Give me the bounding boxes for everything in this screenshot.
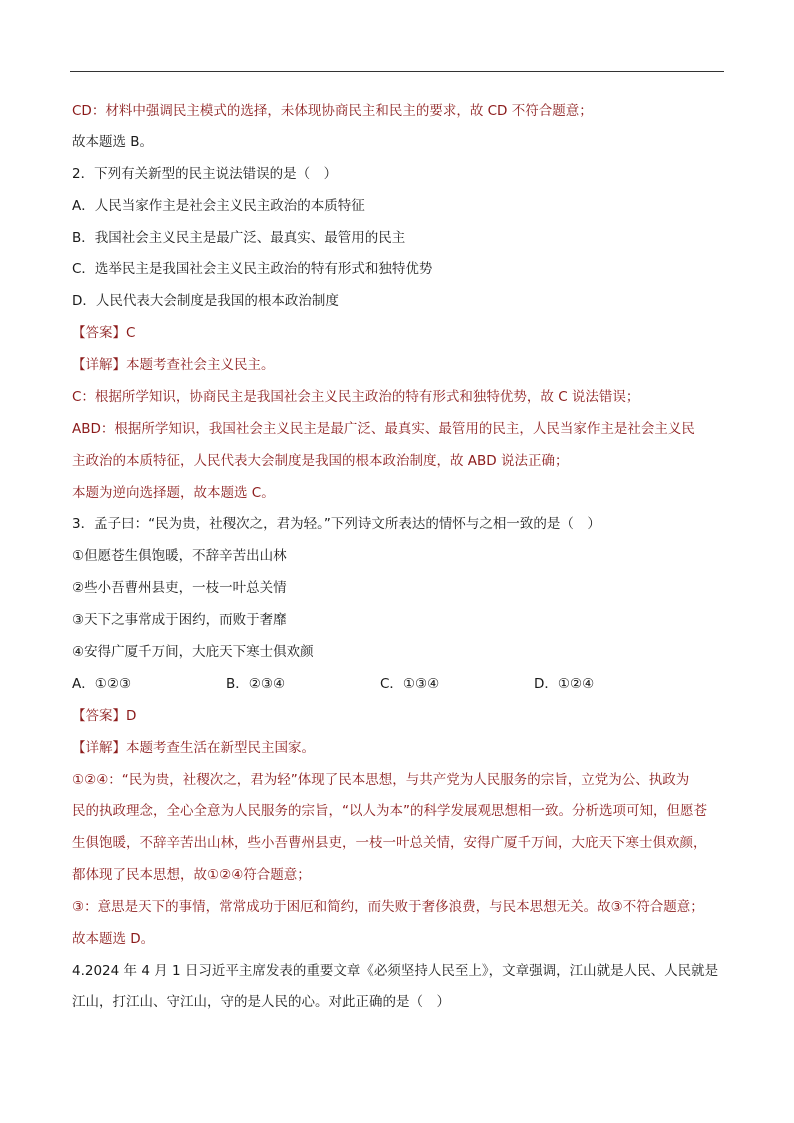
text-line: 民的执政理念，全心全意为人民服务的宗旨，“以人为本”的科学发展观思想相一致。分析选项可知，但愿苍 — [72, 803, 707, 819]
option-c: C．选举民主是我国社会主义民主政治的特有形式和独特优势 — [72, 261, 433, 277]
text-line: ABD：根据所学知识，我国社会主义民主是最广泛、最真实、最管用的民主，人民当家作主是社会主义民 — [72, 421, 695, 437]
statement-3: ③天下之事常成于困约，而败于奢靡 — [72, 612, 287, 628]
text-line: 都体现了民本思想，故①②④符合题意； — [72, 867, 311, 883]
text-line: ③：意思是天下的事情，常常成功于困厄和简约，而失败于奢侈浪费，与民本思想无关。故③不符合题意； — [72, 899, 704, 915]
explanation-label: 【详解】本题考查生活在新型民主国家。 — [72, 740, 315, 756]
option-b: B．②③④ — [226, 676, 286, 692]
header-rule — [70, 71, 724, 72]
option-a: A．人民当家作主是社会主义民主政治的本质特征 — [72, 198, 365, 214]
text-line: ①②④：“民为贵，社稷次之，君为轻”体现了民本思想，与共产党为人民服务的宗旨，立党为公、执政为 — [72, 772, 690, 788]
question-3: 3．孟子曰：“民为贵，社稷次之，君为轻。”下列诗文所表达的情怀与之相一致的是（ ） — [72, 516, 601, 532]
text-line: 江山，打江山、守江山，守的是人民的心。对此正确的是（ ） — [72, 994, 450, 1010]
explanation-label: 【详解】本题考查社会主义民主。 — [72, 357, 275, 373]
text-line: C：根据所学知识，协商民主是我国社会主义民主政治的特有形式和独特优势，故 C 说法错误； — [72, 389, 640, 405]
options-row — [72, 674, 732, 694]
text-line: 故本题选 D。 — [72, 931, 155, 947]
question-2: 2．下列有关新型的民主说法错误的是（ ） — [72, 166, 338, 182]
option-d: D．人民代表大会制度是我国的根本政治制度 — [72, 293, 339, 309]
text-line: 生俱饱暖，不辞辛苦出山林，些小吾曹州县吏，一枝一叶总关情，安得广厦千万间，大庇天下寒士俱欢颜， — [72, 835, 707, 851]
option-d: D．①②④ — [534, 676, 595, 692]
text-line: 本题为逆向选择题，故本题选 C。 — [72, 485, 275, 501]
statement-4: ④安得广厦千万间，大庇天下寒士俱欢颜 — [72, 644, 314, 660]
statement-2: ②些小吾曹州县吏，一枝一叶总关情 — [72, 580, 287, 596]
statement-1: ①但愿苍生俱饱暖，不辞辛苦出山林 — [72, 548, 287, 564]
option-c: C．①③④ — [380, 676, 440, 692]
answer-label: 【答案】C — [72, 325, 136, 341]
option-a: A．①②③ — [72, 676, 132, 692]
text-line: CD：材料中强调民主模式的选择，未体现协商民主和民主的要求，故 CD 不符合题意； — [72, 103, 593, 119]
question-4: 4.2024 年 4 月 1 日习近平主席发表的重要文章《必须坚持人民至上》，文章强调，江山就是人民、人民就是 — [72, 963, 719, 979]
answer-label: 【答案】D — [72, 708, 137, 724]
text-line: 主政治的本质特征，人民代表大会制度是我国的根本政治制度，故 ABD 说法正确； — [72, 453, 569, 469]
text-line: 故本题选 B。 — [72, 134, 154, 150]
option-b: B．我国社会主义民主是最广泛、最真实、最管用的民主 — [72, 230, 406, 246]
